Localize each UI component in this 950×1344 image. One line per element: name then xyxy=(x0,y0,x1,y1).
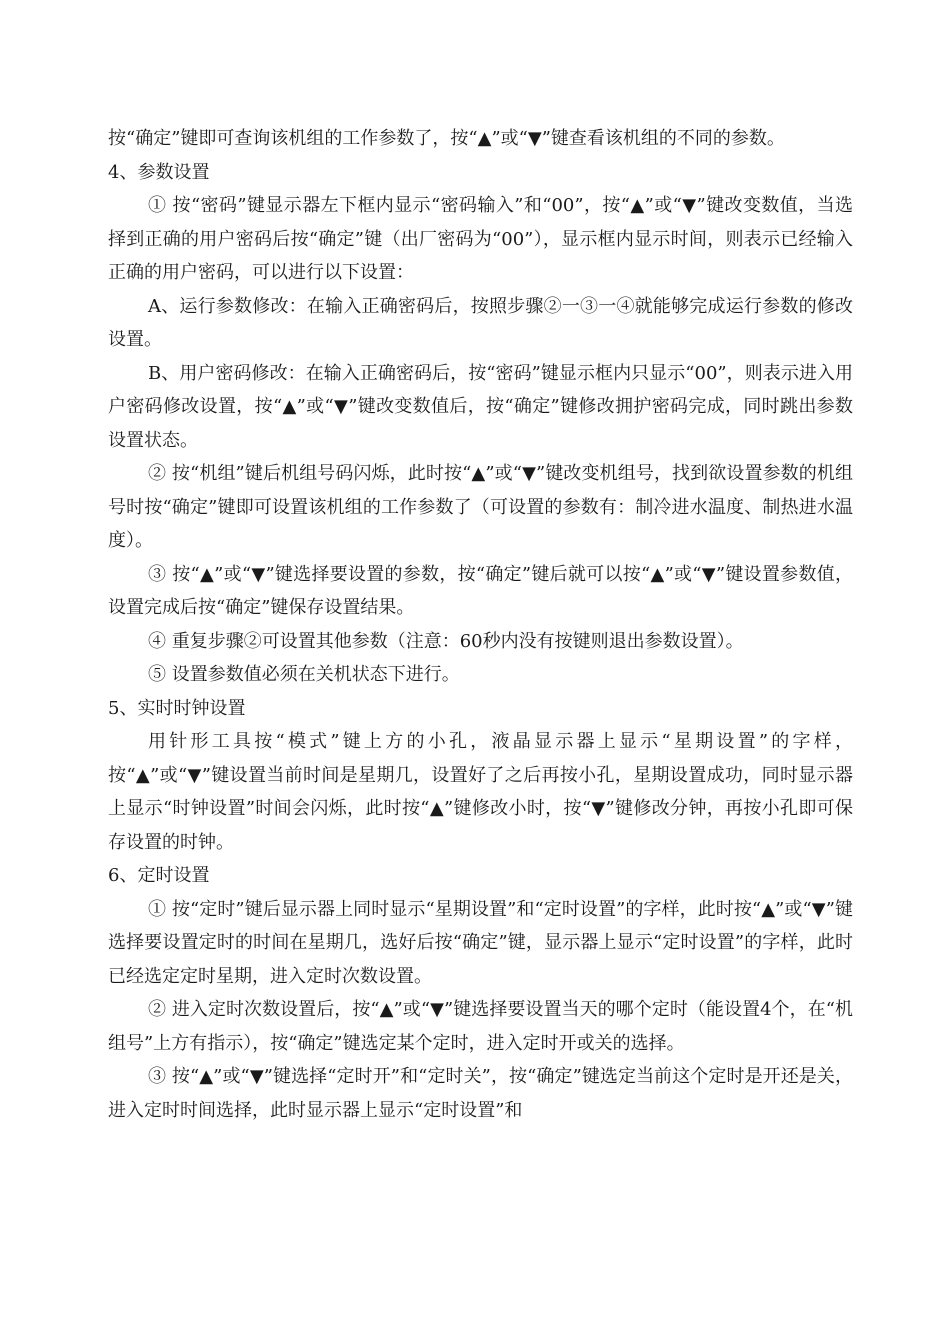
paragraph-timer-step-1: ① 按“定时”键后显示器上同时显示“星期设置”和“定时设置”的字样，此时按“▲”或“▼”键选择要设置定时的时间在星期几，选好后按“确定”键，显示器上显示“定时设置”的字样，此时已经选定定时星期，进入定时次数设置。 xyxy=(108,898,853,987)
section-heading-clock-settings: 5、实时时钟设置 xyxy=(108,697,246,719)
paragraph-query-params: 按“确定”键即可查询该机组的工作参数了，按“▲”或“▼”键查看该机组的不同的参数。 xyxy=(108,128,785,149)
paragraph-step-4-repeat: ④ 重复步骤②可设置其他参数（注意：60秒内没有按键则退出参数设置）。 xyxy=(148,630,744,652)
section-heading-parameter-settings: 4、参数设置 xyxy=(108,161,210,183)
paragraph-step-2-unit: ② 按“机组”键后机组号码闪烁，此时按“▲”或“▼”键改变机组号，找到欲设置参数的机组号时按“确定”键即可设置该机组的工作参数了（可设置的参数有：制冷进水温度、制热进水温度）。 xyxy=(108,463,853,551)
paragraph-user-password-modify: B、用户密码修改：在输入正确密码后，按“密码”键显示框内只显示“00”，则表示进入用户密码修改设置，按“▲”或“▼”键改变数值后，按“确定”键修改拥护密码完成，同时跳出参数设置状态。 xyxy=(108,362,853,451)
paragraph-run-param-modify: A、运行参数修改：在输入正确密码后，按照步骤②一③一④就能够完成运行参数的修改设置。 xyxy=(108,295,853,350)
document-body xyxy=(108,122,853,1127)
paragraph-step-1-password: ① 按“密码”键显示器左下框内显示“密码输入”和“00”，按“▲”或“▼”键改变数值，当选择到正确的用户密码后按“确定”键（出厂密码为“00”），显示框内显示时间，则表示已经输入正确的用户密码，可以进行以下设置： xyxy=(108,195,853,283)
paragraph-timer-step-2: ② 进入定时次数设置后，按“▲”或“▼”键选择要设置当天的哪个定时（能设置4个，在“机组号”上方有指示），按“确定”键选定某个定时，进入定时开或关的选择。 xyxy=(108,999,853,1054)
paragraph-step-5-power-off: ⑤ 设置参数值必须在关机状态下进行。 xyxy=(148,664,460,685)
paragraph-clock-procedure: 用针形工具按“模式”键上方的小孔，液晶显示器上显示“星期设置”的字样，按“▲”或“▼”键设置当前时间是星期几，设置好了之后再按小孔，星期设置成功，同时显示器上显示“时钟设置”时间会闪烁，此时按“▲”键修改小时，按“▼”键修改分钟，再按小孔即可保存设置的时钟。 xyxy=(108,731,853,853)
section-heading-timer-settings: 6、定时设置 xyxy=(108,865,210,886)
paragraph-step-3-select-param: ③ 按“▲”或“▼”键选择要设置的参数，按“确定”键后就可以按“▲”或“▼”键设置参数值，设置完成后按“确定”键保存设置结果。 xyxy=(108,563,853,618)
paragraph-timer-step-3: ③ 按“▲”或“▼”键选择“定时开”和“定时关”，按“确定”键选定当前这个定时是开还是关，进入定时时间选择，此时显示器上显示“定时设置”和 xyxy=(108,1066,853,1121)
